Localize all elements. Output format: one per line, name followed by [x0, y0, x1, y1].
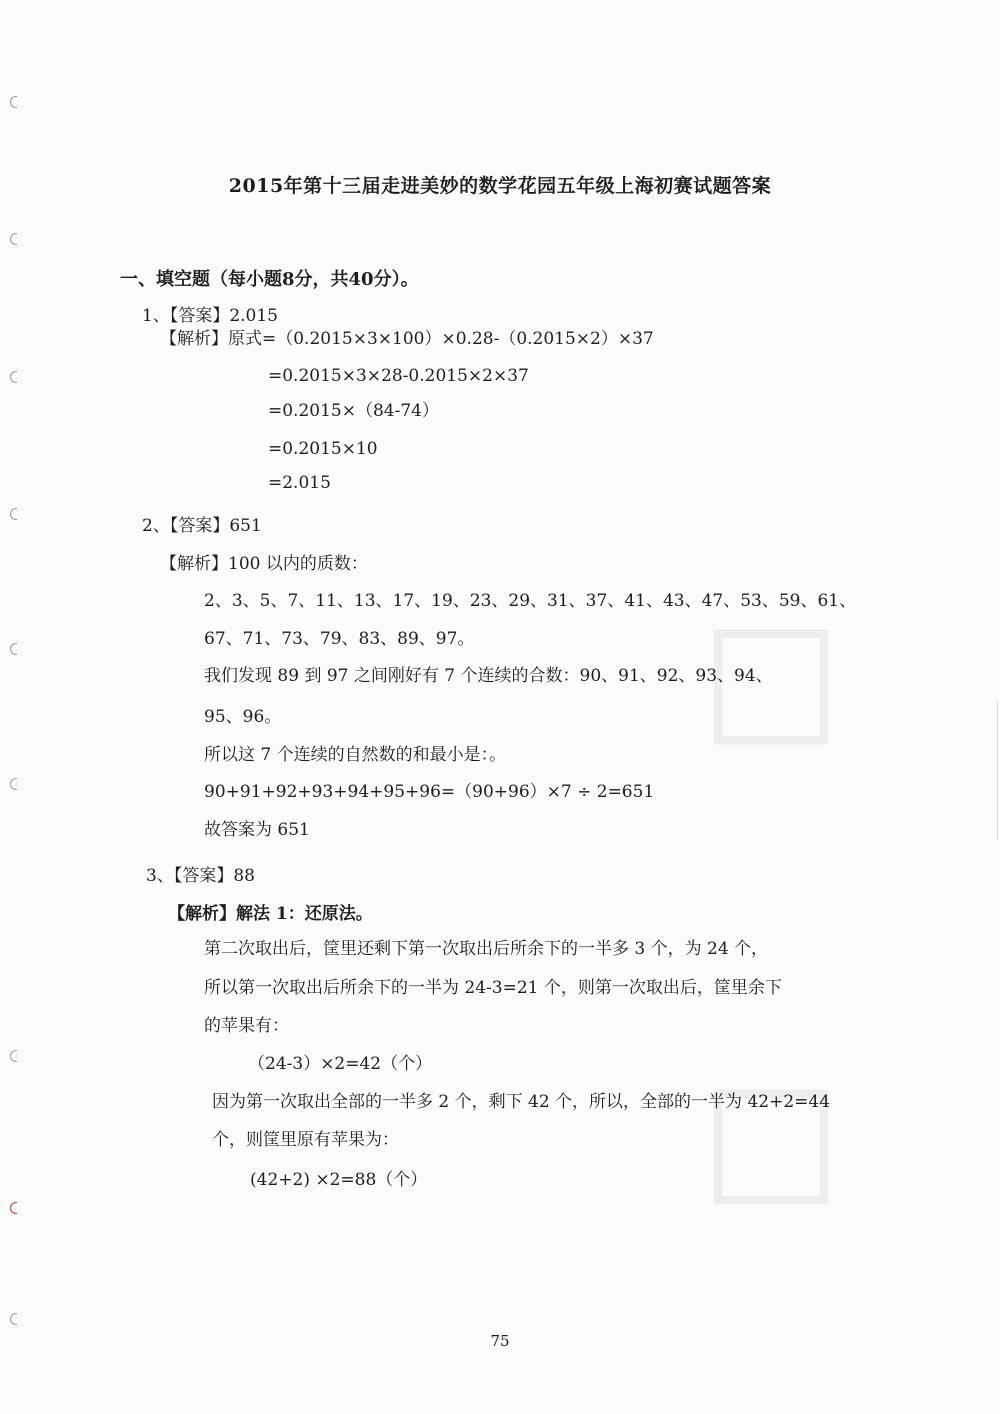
q3-method: 【解析】解法 1：还原法。 [168, 904, 373, 924]
q3-solution-line: 的苹果有： [204, 1016, 289, 1036]
q3-solution-line: 所以第一次取出后所余下的一半为 24-3=21 个，则第一次取出后，筐里余下 [204, 978, 782, 998]
q1-solution-line: 【解析】原式=（0.2015×3×100）×0.28-（0.2015×2）×37 [160, 329, 654, 349]
page-edge-shadow [997, 700, 998, 840]
q3-solution-line: 个，则筐里原有苹果为： [212, 1130, 399, 1150]
q2-solution-line: 故答案为 651 [204, 820, 310, 840]
q3-solution-line: (42+2) ×2=88（个） [250, 1170, 428, 1190]
q1-solution-line: =0.2015×10 [268, 439, 378, 459]
watermark-shape: □ [700, 588, 842, 762]
page-title: 2015年第十三届走进美妙的数学花园五年级上海初赛试题答案 [228, 175, 772, 197]
punch-hole-mark [10, 508, 17, 520]
q2-solution-line: 2、3、5、7、11、13、17、19、23、29、31、37、41、43、47、53、59、61、 [204, 591, 857, 611]
q2-solution-line: 95、96。 [204, 707, 282, 727]
watermark-shape: □ [700, 1048, 842, 1222]
q3-solution-line: （24-3）×2=42（个） [248, 1054, 433, 1074]
q2-solution-line: 所以这 7 个连续的自然数的和最小是：。 [204, 745, 507, 765]
q2-solution-line: 67、71、73、79、83、89、97。 [204, 629, 475, 649]
punch-hole-mark [10, 233, 17, 245]
punch-hole-mark [10, 778, 17, 790]
punch-hole-mark [10, 96, 17, 108]
q2-solution-line: 90+91+92+93+94+95+96=（90+96）×7 ÷ 2=651 [204, 782, 655, 802]
section-heading: 一、填空题（每小题8分，共40分）。 [120, 269, 419, 290]
q1-solution-line: =0.2015×3×28-0.2015×2×37 [268, 366, 529, 386]
punch-hole-mark [10, 371, 17, 383]
q1-solution-line: =0.2015×（84-74） [268, 401, 439, 421]
punch-hole-mark [10, 1202, 17, 1214]
q3-answer: 3、【答案】88 [146, 866, 255, 886]
punch-hole-mark [10, 1313, 17, 1325]
q1-answer: 1、【答案】2.015 [142, 306, 278, 326]
q2-solution-line: 【解析】100 以内的质数： [160, 554, 368, 574]
punch-hole-mark [10, 643, 17, 655]
punch-hole-mark [10, 1050, 17, 1062]
q2-answer: 2、【答案】651 [142, 516, 262, 536]
q2-solution-line: 我们发现 89 到 97 之间刚好有 7 个连续的合数：90、91、92、93、94、 [204, 666, 773, 686]
q1-solution-line: =2.015 [268, 473, 331, 493]
page-number: 75 [490, 1332, 510, 1350]
q3-solution-line: 因为第一次取出全部的一半多 2 个，剩下 42 个，所以，全部的一半为 42+2=44 [212, 1092, 831, 1112]
q3-solution-line: 第二次取出后，筐里还剩下第一次取出后所余下的一半多 3 个，为 24 个， [204, 939, 769, 959]
